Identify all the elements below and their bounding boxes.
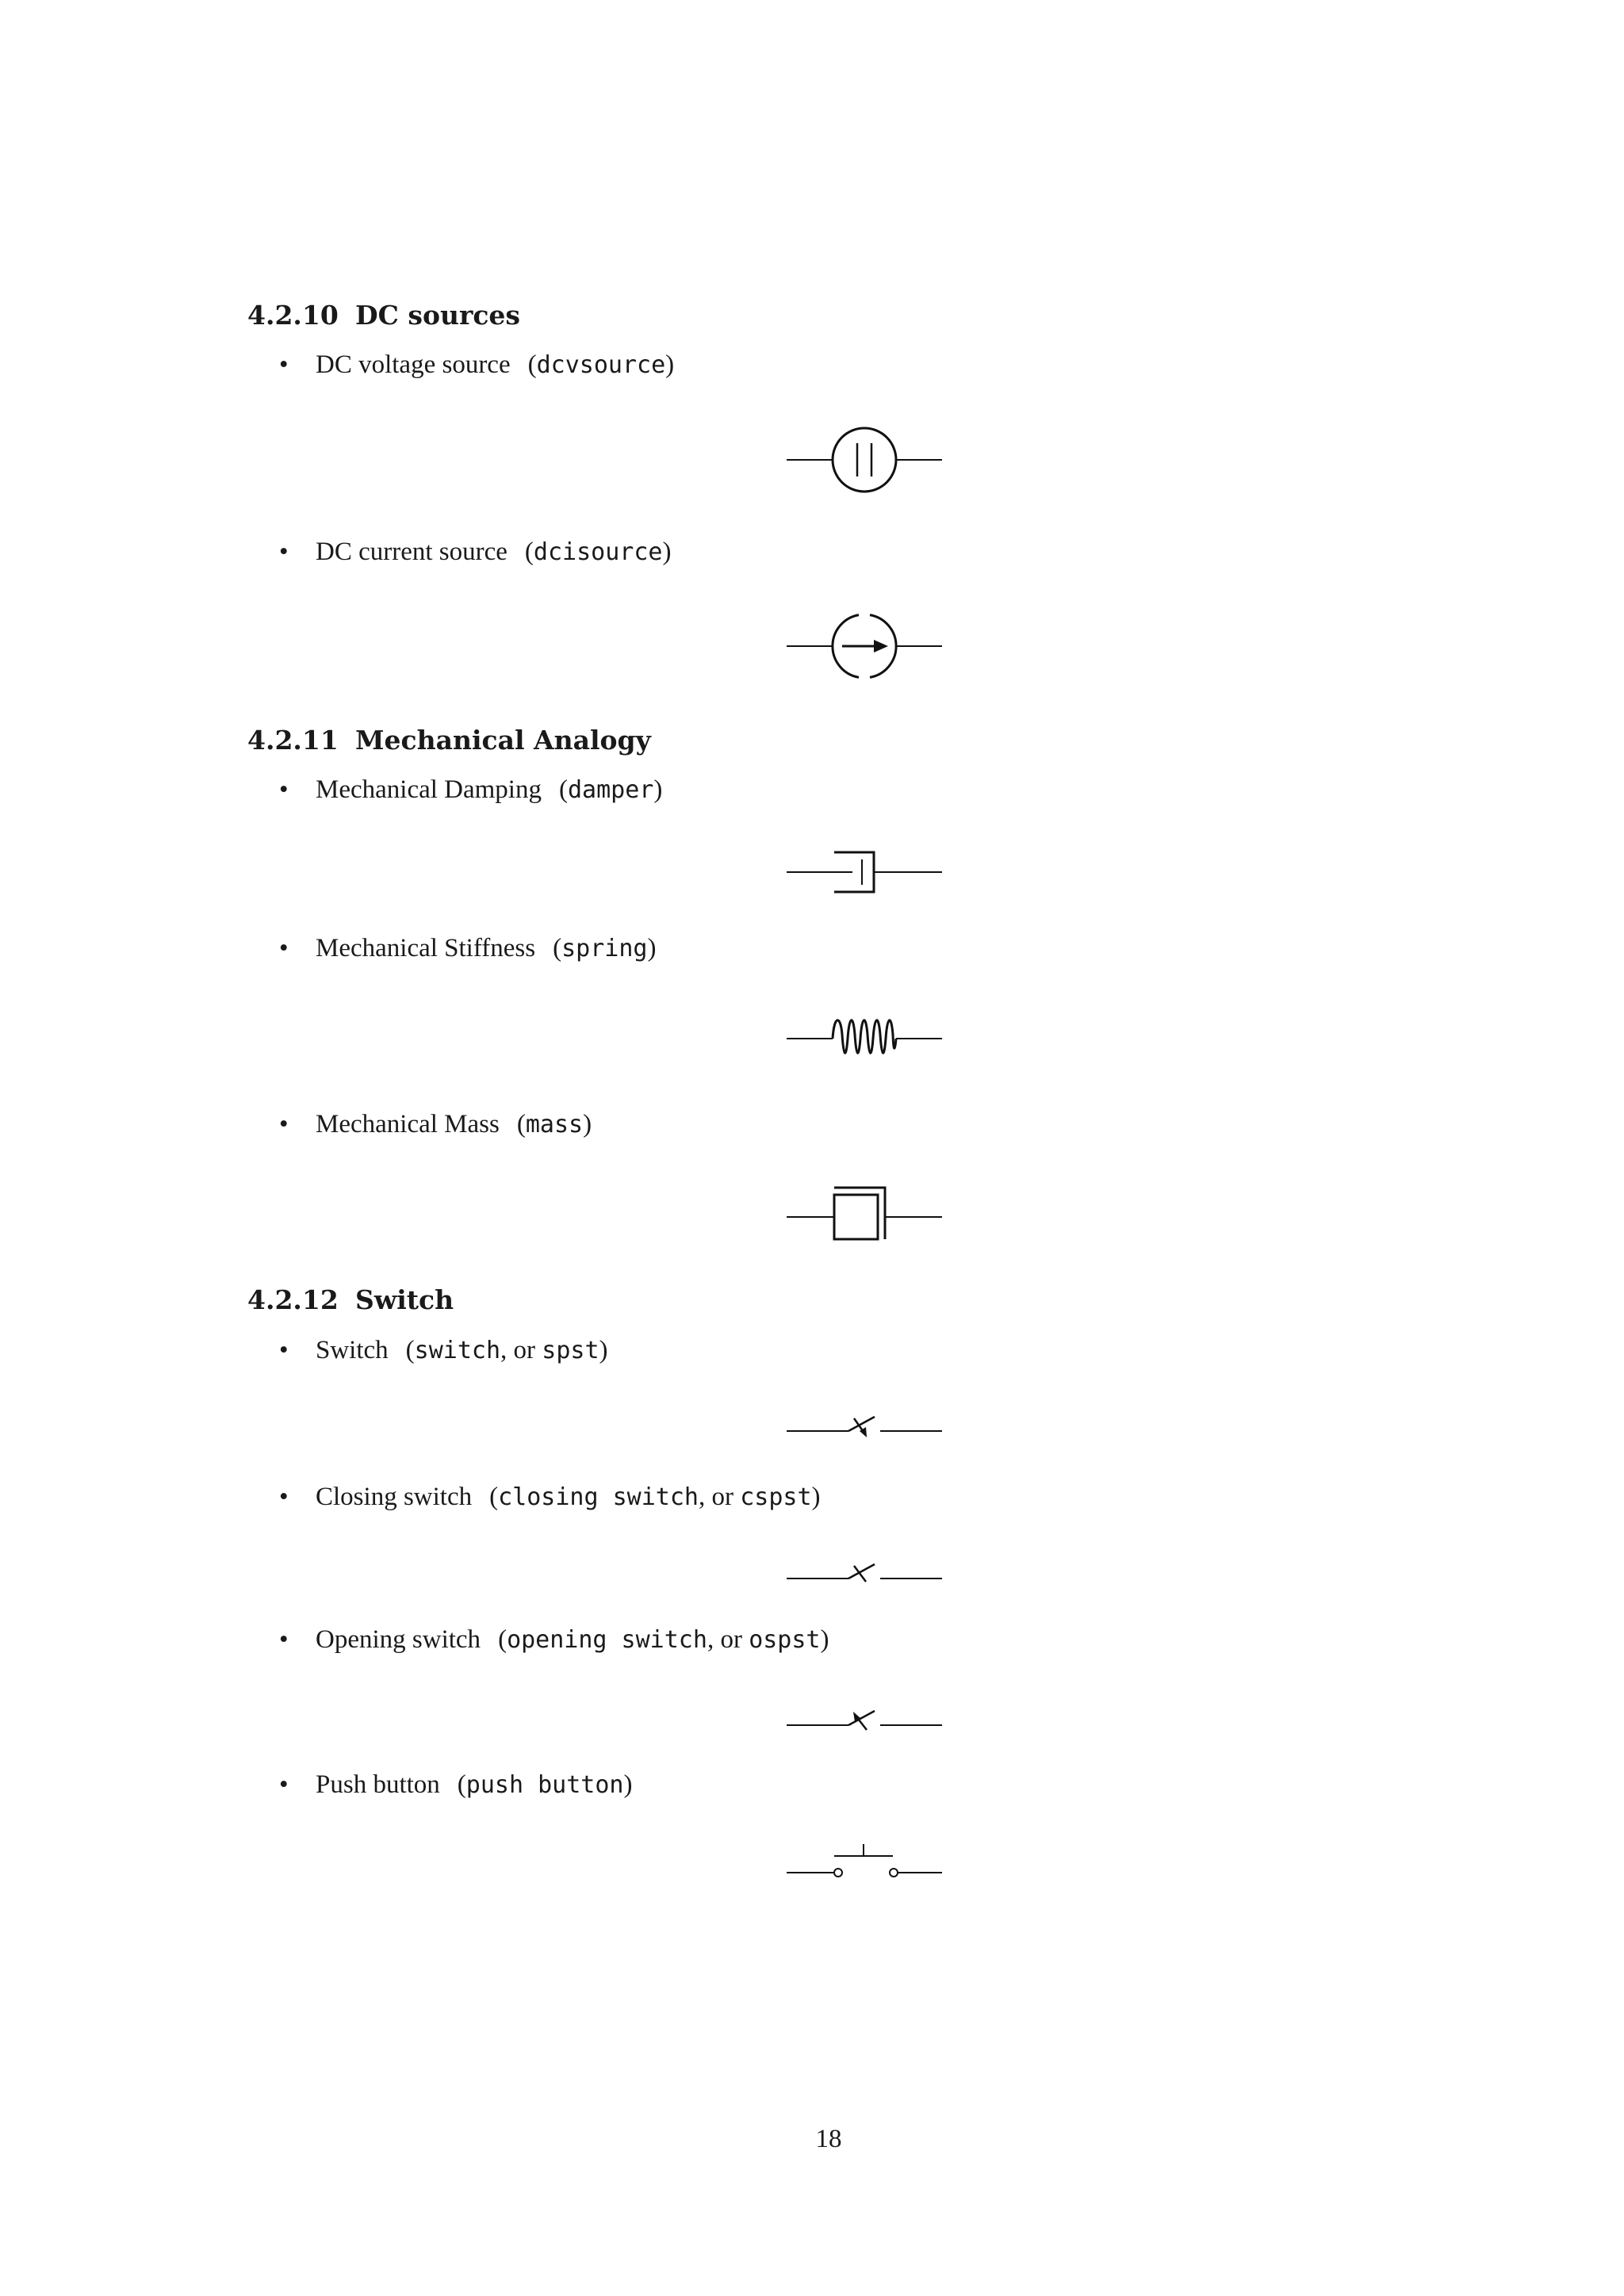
item-code: dcvsource	[536, 351, 666, 379]
item-label: DC current source	[316, 538, 508, 566]
item-label: Push button	[316, 1770, 440, 1799]
list-item-dc-current-source: • DC current source (dcisource)	[279, 538, 672, 566]
list-item-opening-switch: • Opening switch (opening switch, or ospst)	[279, 1625, 829, 1654]
item-code: switch	[414, 1337, 501, 1364]
section-title: Switch	[355, 1284, 454, 1315]
bullet: •	[279, 1770, 289, 1799]
list-item-dc-voltage-source: • DC voltage source (dcvsource)	[279, 350, 675, 379]
item-code-alt: ospst	[749, 1626, 821, 1654]
section-heading-dc-sources	[247, 300, 520, 331]
item-code: push button	[465, 1771, 624, 1799]
bullet: •	[279, 1110, 289, 1138]
item-label: Mechanical Stiffness	[316, 934, 536, 962]
section-number: 4.2.11	[247, 725, 339, 756]
spst-switch-symbol	[777, 1391, 944, 1471]
list-item-mechanical-damping: • Mechanical Damping (damper)	[279, 775, 663, 804]
list-item-mechanical-stiffness: • Mechanical Stiffness (spring)	[279, 934, 657, 962]
spring-symbol	[777, 999, 944, 1078]
section-number: 4.2.10	[247, 300, 339, 331]
list-item-closing-switch: • Closing switch (closing switch, or cspst)	[279, 1483, 821, 1511]
item-label: Mechanical Damping	[316, 775, 542, 804]
list-item-switch: • Switch (switch, or spst)	[279, 1336, 608, 1364]
item-label: Closing switch	[316, 1483, 473, 1511]
item-code: closing switch	[498, 1483, 699, 1511]
dc-current-source-symbol	[777, 607, 944, 686]
item-label: DC voltage source	[316, 350, 511, 379]
section-heading-mechanical-analogy	[247, 725, 651, 756]
item-code-alt: cspst	[740, 1483, 812, 1511]
damper-symbol	[777, 832, 944, 912]
item-code: opening switch	[507, 1626, 707, 1654]
item-label: Mechanical Mass	[316, 1110, 500, 1138]
bullet: •	[279, 538, 289, 566]
dc-voltage-source-symbol	[777, 420, 944, 499]
bullet: •	[279, 775, 289, 804]
item-code: spring	[561, 935, 648, 962]
section-title: DC sources	[355, 300, 521, 331]
mass-symbol	[777, 1177, 944, 1257]
item-code: mass	[525, 1111, 584, 1138]
bullet: •	[279, 1483, 289, 1511]
bullet: •	[279, 1625, 289, 1654]
page-number: 18	[815, 2125, 842, 2153]
closing-switch-symbol	[777, 1539, 944, 1618]
section-heading-switch	[247, 1284, 454, 1315]
item-code: damper	[567, 776, 654, 804]
opening-switch-symbol	[777, 1686, 944, 1765]
item-label: Switch	[316, 1336, 389, 1364]
bullet: •	[279, 1336, 289, 1364]
list-item-push-button: • Push button (push button)	[279, 1770, 633, 1799]
list-item-mechanical-mass: • Mechanical Mass (mass)	[279, 1110, 592, 1138]
item-code-alt: spst	[542, 1337, 599, 1364]
bullet: •	[279, 350, 289, 379]
item-code: dcisource	[533, 538, 663, 566]
section-title: Mechanical Analogy	[355, 725, 651, 756]
push-button-symbol	[777, 1833, 944, 1912]
bullet: •	[279, 934, 289, 962]
item-label: Opening switch	[316, 1625, 481, 1654]
section-number: 4.2.12	[247, 1284, 339, 1315]
